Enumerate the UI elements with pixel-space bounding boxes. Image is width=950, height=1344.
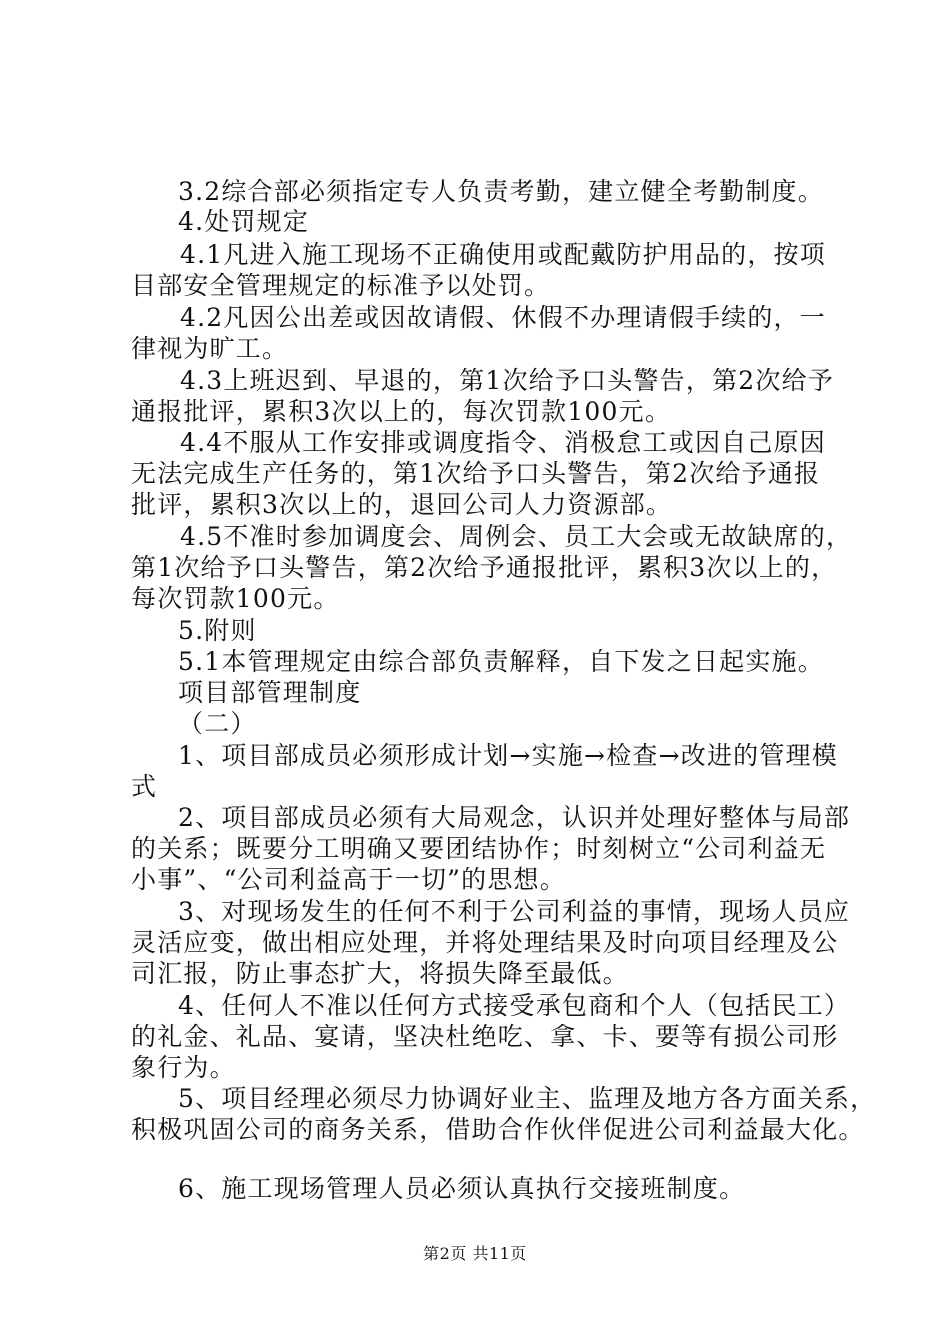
text-line: 灵活应变，做出相应处理，并将处理结果及时向项目经理及公 (131, 928, 839, 957)
document-title: 项目部管理制度 (178, 678, 362, 707)
text-line: 小事”、“公司利益高于一切”的思想。 (131, 865, 566, 894)
text-line: 无法完成生产任务的，第1次给予口头警告，第2次给予通报 (131, 459, 821, 488)
text-line: 通报批评，累积3次以上的，每次罚款100元。 (131, 397, 672, 426)
text-line: 的关系；既要分工明确又要团结协作；时刻树立“公司利益无 (131, 834, 827, 863)
text-line: 积极巩固公司的商务关系，借助合作伙伴促进公司利益最大化。 (131, 1115, 865, 1144)
text-line: 5.1本管理规定由综合部负责解释，自下发之日起实施。 (178, 647, 824, 676)
text-line: 的礼金、礼品、宴请，坚决杜绝吃、拿、卡、要等有损公司形 (131, 1022, 839, 1051)
text-line: 4、任何人不准以任何方式接受承包商和个人（包括民工） (178, 991, 851, 1020)
text-line: 6、施工现场管理人员必须认真执行交接班制度。 (178, 1174, 746, 1203)
text-line: 2、项目部成员必须有大局观念，认识并处理好整体与局部 (178, 803, 851, 832)
text-line: 4.5不准时参加调度会、周例会、员工大会或无故缺席的， (180, 522, 853, 551)
text-line: 司汇报，防止事态扩大，将损失降至最低。 (131, 959, 629, 988)
text-line: 4.4不服从工作安排或调度指令、消极怠工或因自己原因 (180, 428, 826, 457)
text-line: 目部安全管理规定的标准予以处罚。 (131, 271, 551, 300)
section-heading: 4.处罚规定 (178, 207, 310, 236)
text-line: 每次罚款100元。 (131, 584, 340, 613)
text-line: 5、项目经理必须尽力协调好业主、监理及地方各方面关系， (178, 1084, 877, 1113)
text-line: 象行为。 (131, 1053, 236, 1082)
section-heading: 5.附则 (178, 616, 257, 645)
text-line: 第1次给予口头警告，第2次给予通报批评，累积3次以上的， (131, 553, 838, 582)
text-line: 4.3上班迟到、早退的，第1次给予口头警告，第2次给予 (180, 366, 834, 395)
document-subtitle: （二） (178, 709, 257, 738)
text-line: 律视为旷工。 (131, 334, 289, 363)
text-line: 4.1凡进入施工现场不正确使用或配戴防护用品的，按项 (180, 240, 826, 269)
text-line: 式 (131, 772, 158, 801)
text-line: 4.2凡因公出差或因故请假、休假不办理请假手续的，一 (180, 303, 826, 332)
page-number-footer: 第2页 共11页 (423, 1244, 527, 1263)
text-line: 1、项目部成员必须形成计划→实施→检查→改进的管理模 (178, 741, 838, 770)
text-line: 批评，累积3次以上的，退回公司人力资源部。 (131, 490, 673, 519)
text-line: 3、对现场发生的任何不利于公司利益的事情，现场人员应 (178, 897, 851, 926)
text-line: 3.2综合部必须指定专人负责考勤，建立健全考勤制度。 (178, 177, 824, 206)
